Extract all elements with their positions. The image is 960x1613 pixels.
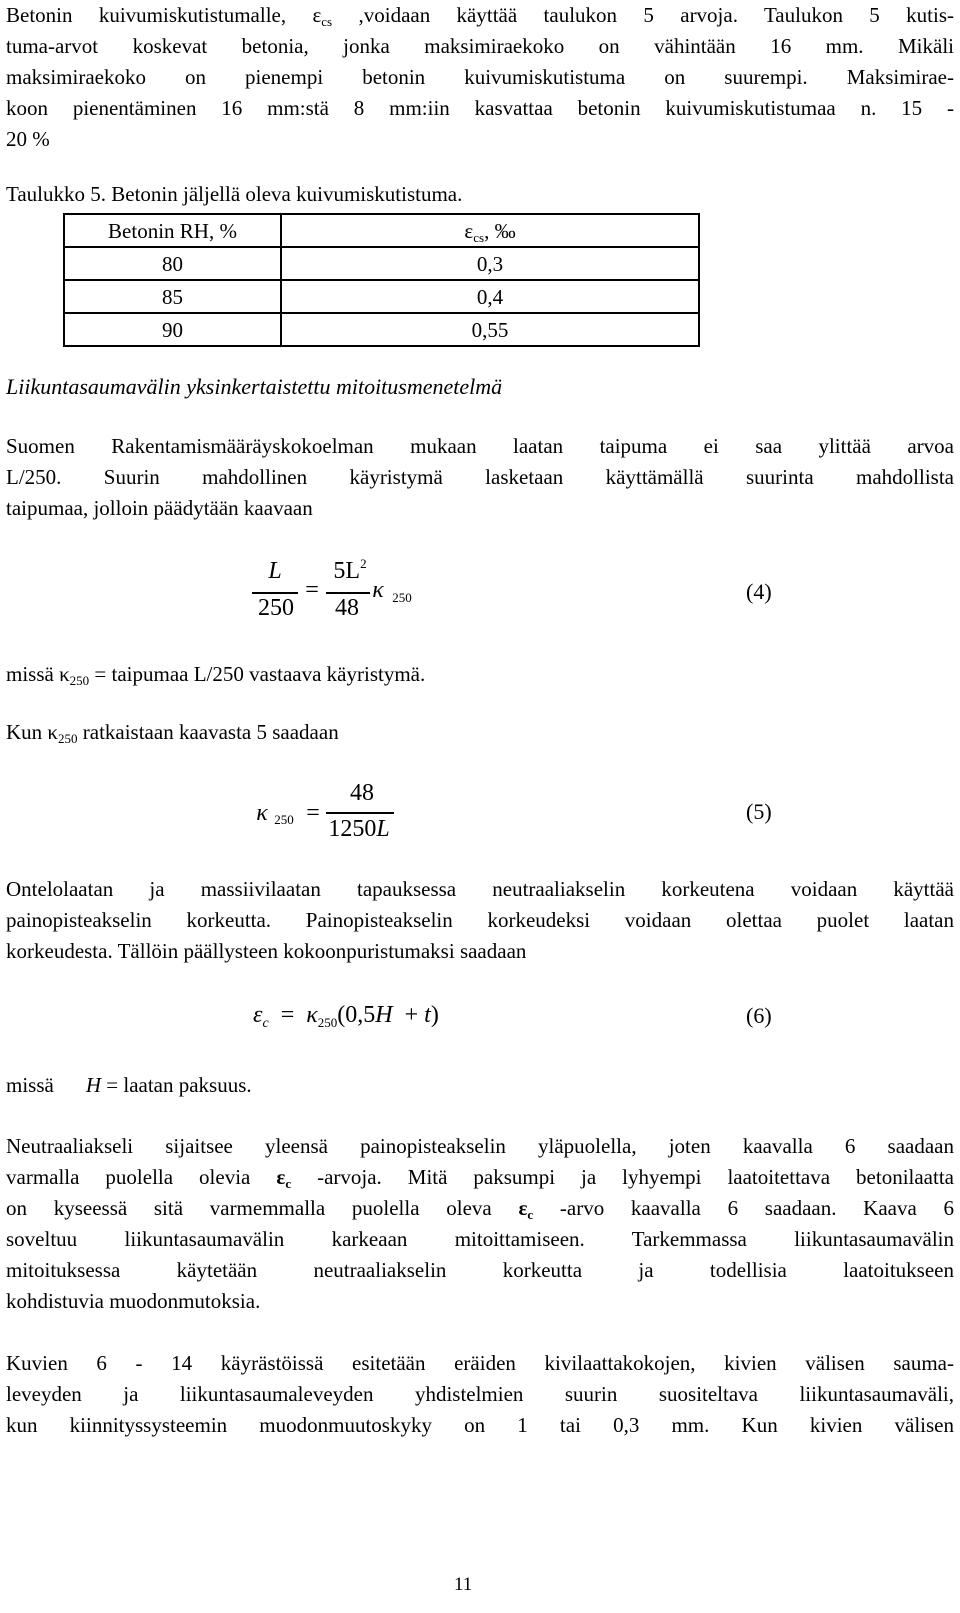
eq6-paren-open: (0,5 [337, 1002, 376, 1028]
p5-line-2: leveyden ja liikuntasaumaleveyden yhdistelmien suurin suositeltava liikuntasaumaväli, [6, 1382, 954, 1406]
p5-line-3: kun kiinnityssysteemin muodonmuutoskyky on 1 tai 0,3 mm. Kun kivien välisen [6, 1413, 954, 1437]
cell-eps: 0,3 [281, 247, 699, 280]
kun-line: Kun $\kappa_{250}$ ratkaistaan kaavasta 5 saadaan [6, 720, 339, 746]
eq4-lhs-numerator: L [268, 558, 282, 584]
p4-line-2: varmalla puolella olevia $\varepsilon_c$ -arvoja. Mitä paksumpi ja lyhyempi laatoitettava betonilaatta [6, 1165, 954, 1191]
eq4-kappa-sub: 250 [392, 590, 412, 605]
eq6-eps-sub: c [262, 1016, 269, 1031]
eq5-number: (5) [746, 799, 772, 824]
intro-line-3: maksimiraekoko on pienempi betonin kuivumiskutistuma on suurempi. Maksimirae- [6, 65, 954, 89]
intro-line-1: Betonin kuivumiskutistumalle, $\varepsilon_{cs}$ ,voidaan käyttää taulukon 5 arvoja. Taulukon 5 kutis- [6, 3, 955, 29]
where-H-missa: missä [6, 1073, 54, 1097]
eq5-kappa-sub: 250 [274, 812, 294, 827]
cell-eps: 0,55 [281, 313, 699, 346]
paragraph-3 [6, 874, 954, 967]
eq6-H: H [375, 1002, 393, 1028]
paragraph-2 [6, 431, 954, 524]
table-row [64, 247, 699, 280]
eq5-denominator: 1250L [328, 816, 390, 842]
eq4-rhs-numerator: $5L^2$ [333, 556, 367, 584]
where-H-text: = laatan paksuus. [101, 1073, 252, 1097]
table-row [64, 313, 699, 346]
p3-line-3: korkeudesta. Tällöin päällysteen kokoonpuristumaksi saadaan [6, 939, 527, 963]
cell-eps: 0,4 [281, 280, 699, 313]
p3-line-2: painopisteakselin korkeutta. Painopisteakselin korkeudeksi voidaan olettaa puolet laatan [6, 908, 954, 932]
header-eps: $\varepsilon_{cs}$, ‰ [281, 214, 699, 247]
eq6-kappa-sub: 250 [317, 1015, 338, 1030]
shrinkage-table [63, 213, 700, 347]
eq6-paren-close: ) [430, 1002, 439, 1028]
intro-line-2: tuma-arvot koskevat betonia, jonka maksimiraekoko on vähintään 16 mm. Mikäli [6, 34, 954, 58]
section-heading: Liikuntasaumavälin yksinkertaistettu mitoitusmenetelmä [6, 374, 503, 399]
header-rh: Betonin RH, % [64, 214, 281, 247]
eq4-kappa: κ [372, 577, 384, 603]
p3-line-1: Ontelolaatan ja massiivilaatan tapauksessa neutraaliakselin korkeutena voidaan käyttää [6, 877, 954, 901]
intro-line-5: 20 % [6, 127, 50, 151]
eq4-rhs-bar [326, 592, 370, 594]
p2-line-1: Suomen Rakentamismääräyskokoelman mukaan laatan taipuma ei saa ylittää arvoa [6, 434, 954, 458]
where-H-line [6, 1070, 954, 1101]
eq6-number: (6) [746, 1003, 772, 1028]
cell-rh: 85 [64, 280, 281, 313]
p2-line-3: taipumaa, jolloin päädytään kaavaan [6, 496, 313, 520]
intro-paragraph [6, 0, 954, 155]
p4-line-3: on kyseessä sitä varmemmalla puolella oleva $\varepsilon_c$ -arvo kaavalla 6 saadaan. Kaava 6 [6, 1196, 955, 1222]
eq6-kappa: κ [306, 1002, 318, 1028]
where-kappa-line: missä $\kappa_{250}$ = taipumaa L/250 vastaava käyristymä. [6, 662, 426, 688]
where-H-symbol: H [85, 1073, 102, 1097]
cell-rh: 80 [64, 247, 281, 280]
intro-line-4: koon pienentäminen 16 mm:stä 8 mm:iin kasvattaa betonin kuivumiskutistumaa n. 15 - [6, 96, 954, 120]
eq4-lhs-bar [252, 592, 298, 594]
paragraph-4 [6, 1131, 954, 1317]
eq5-kappa: κ [256, 800, 268, 826]
eq6-t: t [424, 1002, 431, 1028]
eq4-number: (4) [746, 579, 772, 604]
table-row [64, 280, 699, 313]
p4-line-6: kohdistuvia muodonmutoksia. [6, 1289, 261, 1313]
table-caption: Taulukko 5. Betonin jäljellä oleva kuivumiskutistuma. [6, 182, 463, 206]
eq4-rhs-denominator: 48 [335, 595, 359, 621]
paragraph-5 [6, 1348, 954, 1441]
page-number: 11 [454, 1574, 473, 1595]
p4-line-4: soveltuu liikuntasaumavälin karkeaan mitoittamiseen. Tarkemmassa liikuntasaumavälin [6, 1227, 954, 1251]
table-header-row [64, 214, 699, 247]
p4-line-1: Neutraaliakseli sijaitsee yleensä painopisteakselin yläpuolella, joten kaavalla 6 saadaan [6, 1134, 954, 1158]
eq5-bar [326, 812, 394, 814]
eq6-eps: ε [253, 1002, 263, 1028]
p4-line-5: mitoituksessa käytetään neutraaliakselin korkeutta ja todellisia laatoitukseen [6, 1258, 954, 1282]
eq5-numerator: 48 [350, 780, 374, 806]
equation-6 [253, 1002, 439, 1029]
p2-line-2: L/250. Suurin mahdollinen käyristymä lasketaan käyttämällä suurinta mahdollista [6, 465, 954, 489]
eq4-lhs-denominator: 250 [258, 595, 294, 621]
eq6-equals: = [280, 1002, 295, 1028]
cell-rh: 90 [64, 313, 281, 346]
p5-line-1: Kuvien 6 - 14 käyrästöissä esitetään eräiden kivilaattakokojen, kivien välisen sauma- [6, 1351, 954, 1375]
eq4-equals: = [305, 577, 319, 603]
eq5-equals: = [306, 800, 320, 826]
eq6-plus: + [404, 1002, 419, 1028]
